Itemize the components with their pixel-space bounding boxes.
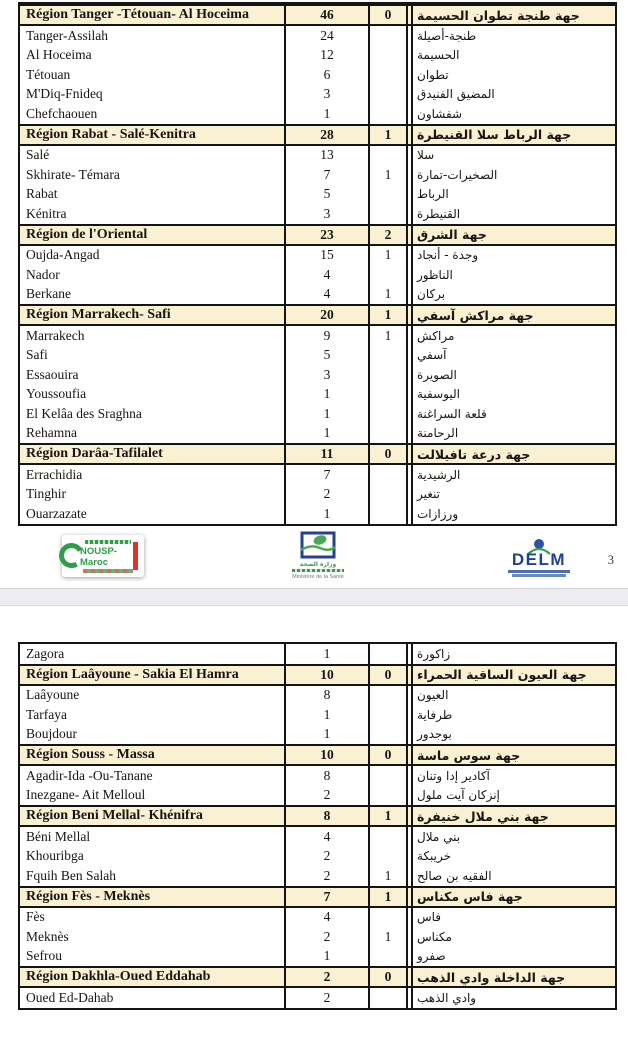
city-row bbox=[20, 705, 615, 725]
region-header-row bbox=[20, 966, 615, 988]
ar-name: جهة الرباط سلا القنيطرة bbox=[417, 127, 572, 142]
secondary-count bbox=[370, 204, 408, 224]
secondary-count bbox=[370, 504, 408, 524]
ar-name: تطوان bbox=[417, 67, 449, 82]
total-count: 23 bbox=[286, 226, 370, 244]
secondary-count bbox=[370, 725, 408, 745]
total-count: 11 bbox=[286, 445, 370, 463]
secondary-count: 1 bbox=[370, 888, 408, 906]
secondary-count bbox=[370, 365, 408, 385]
city-row bbox=[20, 326, 615, 346]
fr-name: Rabat bbox=[20, 185, 286, 205]
ar-name: جهة فاس مكناس bbox=[417, 889, 523, 904]
city-row bbox=[20, 104, 615, 124]
secondary-count: 1 bbox=[370, 165, 408, 185]
ar-name: جهة مراكش آسفي bbox=[417, 307, 534, 323]
ar-name: مراكش bbox=[417, 328, 455, 343]
city-row bbox=[20, 947, 615, 967]
ar-name: إنزكان آيت ملول bbox=[417, 788, 500, 803]
total-count: 8 bbox=[286, 766, 370, 786]
ar-name: فاس bbox=[417, 910, 442, 925]
fr-name: Région Beni Mellal- Khénifra bbox=[20, 807, 286, 825]
delm-wordmark: DELM bbox=[511, 549, 567, 569]
secondary-count: 0 bbox=[370, 968, 408, 986]
secondary-count bbox=[370, 827, 408, 847]
fr-name: Région Souss - Massa bbox=[20, 746, 286, 764]
ar-name: الرحامنة bbox=[417, 426, 459, 441]
city-row bbox=[20, 385, 615, 405]
city-row bbox=[20, 265, 615, 285]
fr-name: Tétouan bbox=[20, 65, 286, 85]
delm-caption-bar-2 bbox=[512, 574, 566, 577]
ar-name: جهة سوس ماسة bbox=[417, 747, 521, 763]
ar-name: الرباط bbox=[417, 187, 449, 202]
ar-name: طرفاية bbox=[417, 707, 453, 722]
city-row bbox=[20, 725, 615, 745]
delm-caption-bar-1 bbox=[508, 570, 570, 573]
ar-name: جهة طنجة تطوان الحسيمة bbox=[417, 7, 580, 23]
ar-name: آسفي bbox=[417, 348, 447, 363]
secondary-count bbox=[370, 947, 408, 967]
city-row bbox=[20, 686, 615, 706]
total-count: 20 bbox=[286, 306, 370, 324]
total-count: 1 bbox=[286, 385, 370, 405]
fr-name: Région de l'Oriental bbox=[20, 226, 286, 244]
fr-name: Région Rabat - Salé-Kenitra bbox=[20, 126, 286, 144]
secondary-count bbox=[370, 265, 408, 285]
secondary-count bbox=[370, 46, 408, 66]
total-count: 2 bbox=[286, 786, 370, 806]
nousp-microtext-bar-top bbox=[85, 540, 131, 544]
ar-name: جهة الشرق bbox=[417, 227, 487, 242]
fr-name: Inezgane- Ait Melloul bbox=[20, 786, 286, 806]
fr-name: Khouribga bbox=[20, 847, 286, 867]
city-row bbox=[20, 26, 615, 46]
fr-name: Skhirate- Témara bbox=[20, 165, 286, 185]
nousp-label: NOUSP-Maroc bbox=[80, 545, 117, 568]
secondary-count: 0 bbox=[370, 666, 408, 684]
ar-name: قلعة السراغنة bbox=[417, 406, 487, 421]
region-header-row bbox=[20, 224, 615, 246]
ar-name: زاكورة bbox=[417, 646, 451, 661]
city-row bbox=[20, 424, 615, 444]
region-header-row bbox=[20, 4, 615, 26]
delm-logo bbox=[505, 539, 573, 577]
ar-name: العيون bbox=[417, 688, 449, 703]
city-row bbox=[20, 465, 615, 485]
city-row bbox=[20, 786, 615, 806]
city-row bbox=[20, 85, 615, 105]
city-row bbox=[20, 866, 615, 886]
secondary-count bbox=[370, 385, 408, 405]
city-row bbox=[20, 146, 615, 166]
ar-name: وادي الذهب bbox=[417, 990, 477, 1005]
ar-name: القنيطرة bbox=[417, 206, 461, 221]
city-row bbox=[20, 246, 615, 266]
secondary-count bbox=[370, 644, 408, 664]
total-count: 2 bbox=[286, 927, 370, 947]
total-count: 2 bbox=[286, 866, 370, 886]
total-count: 2 bbox=[286, 485, 370, 505]
total-count: 1 bbox=[286, 947, 370, 967]
total-count: 13 bbox=[286, 146, 370, 166]
total-count: 15 bbox=[286, 246, 370, 266]
fr-name: Agadir-Ida -Ou-Tanane bbox=[20, 766, 286, 786]
secondary-count bbox=[370, 346, 408, 366]
regions-table-page2 bbox=[18, 642, 617, 1010]
fr-name: Chefchaouen bbox=[20, 104, 286, 124]
fr-name: Essaouira bbox=[20, 365, 286, 385]
region-header-row bbox=[20, 805, 615, 827]
total-count: 6 bbox=[286, 65, 370, 85]
region-header-row bbox=[20, 304, 615, 326]
city-row bbox=[20, 504, 615, 524]
region-header-row bbox=[20, 886, 615, 908]
secondary-count bbox=[370, 786, 408, 806]
total-count: 9 bbox=[286, 326, 370, 346]
city-row bbox=[20, 185, 615, 205]
secondary-count bbox=[370, 146, 408, 166]
total-count: 12 bbox=[286, 46, 370, 66]
pdf-page-1 bbox=[0, 2, 628, 588]
total-count: 7 bbox=[286, 465, 370, 485]
footer-logos bbox=[0, 531, 628, 589]
fr-name: Tinghir bbox=[20, 485, 286, 505]
city-row bbox=[20, 346, 615, 366]
secondary-count: 1 bbox=[370, 246, 408, 266]
secondary-count bbox=[370, 847, 408, 867]
ministry-title-arabic: وزارة الصحة bbox=[299, 560, 337, 568]
total-count: 28 bbox=[286, 126, 370, 144]
ar-name: تنغير bbox=[417, 487, 440, 502]
fr-name: Oujda-Angad bbox=[20, 246, 286, 266]
total-count: 1 bbox=[286, 705, 370, 725]
fr-name: Boujdour bbox=[20, 725, 286, 745]
total-count: 2 bbox=[286, 968, 370, 986]
ar-name: اليوسفية bbox=[417, 387, 460, 402]
ar-name: بوجدور bbox=[417, 727, 452, 742]
secondary-count bbox=[370, 85, 408, 105]
fr-name: Laâyoune bbox=[20, 686, 286, 706]
ar-name: شفشاون bbox=[417, 106, 463, 121]
city-row bbox=[20, 988, 615, 1008]
ar-name: الصويرة bbox=[417, 367, 457, 382]
nousp-logo bbox=[62, 535, 144, 577]
total-count: 7 bbox=[286, 888, 370, 906]
fr-name: Sefrou bbox=[20, 947, 286, 967]
ar-name: وجدة - أنجاد bbox=[417, 248, 479, 263]
total-count: 1 bbox=[286, 104, 370, 124]
pdf-page-2 bbox=[0, 642, 628, 1060]
secondary-count: 0 bbox=[370, 445, 408, 463]
total-count: 1 bbox=[286, 504, 370, 524]
total-count: 10 bbox=[286, 666, 370, 684]
city-row bbox=[20, 485, 615, 505]
fr-name: Safi bbox=[20, 346, 286, 366]
secondary-count bbox=[370, 705, 408, 725]
fr-name: Salé bbox=[20, 146, 286, 166]
fr-name: Oued Ed-Dahab bbox=[20, 988, 286, 1008]
ar-name: جهة بني ملال خنيفرة bbox=[417, 808, 549, 824]
fr-name: Rehamna bbox=[20, 424, 286, 444]
ministry-emblem-icon bbox=[300, 531, 336, 559]
ministry-of-health-logo bbox=[281, 531, 355, 580]
fr-name: Al Hoceima bbox=[20, 46, 286, 66]
secondary-count bbox=[370, 65, 408, 85]
ar-name: طنجة-أصيلة bbox=[417, 28, 477, 43]
fr-name: Nador bbox=[20, 265, 286, 285]
city-row bbox=[20, 165, 615, 185]
ar-name: الحسيمة bbox=[417, 48, 460, 63]
total-count: 4 bbox=[286, 908, 370, 928]
region-header-row bbox=[20, 664, 615, 686]
secondary-count: 1 bbox=[370, 807, 408, 825]
city-row bbox=[20, 404, 615, 424]
fr-name: Fquih Ben Salah bbox=[20, 866, 286, 886]
total-count: 4 bbox=[286, 265, 370, 285]
fr-name: Meknès bbox=[20, 927, 286, 947]
fr-name: Région Fès - Meknès bbox=[20, 888, 286, 906]
ministry-title-french: Ministère de la Santé bbox=[292, 573, 344, 580]
fr-name: Fès bbox=[20, 908, 286, 928]
city-row bbox=[20, 827, 615, 847]
fr-name: M'Diq-Fnideq bbox=[20, 85, 286, 105]
total-count: 3 bbox=[286, 365, 370, 385]
total-count: 4 bbox=[286, 285, 370, 305]
ar-name: سلا bbox=[417, 148, 435, 163]
city-row bbox=[20, 46, 615, 66]
region-header-row bbox=[20, 443, 615, 465]
ar-name: آكادير إدا وتنان bbox=[417, 768, 490, 783]
total-count: 7 bbox=[286, 165, 370, 185]
fr-name: Région Tanger -Tétouan- Al Hoceima bbox=[20, 6, 286, 24]
total-count: 2 bbox=[286, 988, 370, 1008]
fr-name: Ouarzazate bbox=[20, 504, 286, 524]
total-count: 24 bbox=[286, 26, 370, 46]
ar-name: مكناس bbox=[417, 929, 452, 944]
fr-name: Berkane bbox=[20, 285, 286, 305]
total-count: 2 bbox=[286, 847, 370, 867]
total-count: 3 bbox=[286, 204, 370, 224]
secondary-count bbox=[370, 988, 408, 1008]
secondary-count bbox=[370, 686, 408, 706]
secondary-count bbox=[370, 185, 408, 205]
secondary-count: 1 bbox=[370, 866, 408, 886]
city-row bbox=[20, 365, 615, 385]
fr-name: Zagora bbox=[20, 644, 286, 664]
total-count: 1 bbox=[286, 424, 370, 444]
total-count: 8 bbox=[286, 807, 370, 825]
secondary-count bbox=[370, 908, 408, 928]
secondary-count: 2 bbox=[370, 226, 408, 244]
regions-table-page1 bbox=[18, 2, 617, 526]
ar-name: المضيق الفنيدق bbox=[417, 87, 495, 102]
secondary-count: 0 bbox=[370, 746, 408, 764]
secondary-count bbox=[370, 104, 408, 124]
fr-name: Tarfaya bbox=[20, 705, 286, 725]
ar-name: جهة الداخلة وادي الذهب bbox=[417, 969, 566, 985]
fr-name: Région Darâa-Tafilalet bbox=[20, 445, 286, 463]
secondary-count bbox=[370, 485, 408, 505]
city-row bbox=[20, 65, 615, 85]
region-header-row bbox=[20, 124, 615, 146]
ar-name: الصخيرات-تمارة bbox=[417, 167, 498, 182]
fr-name: Youssoufia bbox=[20, 385, 286, 405]
total-count: 46 bbox=[286, 6, 370, 24]
total-count: 3 bbox=[286, 85, 370, 105]
fr-name: Région Dakhla-Oued Eddahab bbox=[20, 968, 286, 986]
fr-name: Béni Mellal bbox=[20, 827, 286, 847]
ar-name: الناظور bbox=[417, 267, 453, 282]
ar-name: بركان bbox=[417, 287, 446, 302]
total-count: 8 bbox=[286, 686, 370, 706]
ar-name: بني ملال bbox=[417, 829, 461, 844]
total-count: 5 bbox=[286, 346, 370, 366]
region-header-row bbox=[20, 744, 615, 766]
secondary-count: 1 bbox=[370, 285, 408, 305]
total-count: 1 bbox=[286, 644, 370, 664]
secondary-count bbox=[370, 766, 408, 786]
ministry-microtext-bar bbox=[292, 569, 344, 572]
total-count: 1 bbox=[286, 404, 370, 424]
total-count: 5 bbox=[286, 185, 370, 205]
secondary-count: 1 bbox=[370, 326, 408, 346]
fr-name: Marrakech bbox=[20, 326, 286, 346]
city-row bbox=[20, 644, 615, 664]
secondary-count bbox=[370, 404, 408, 424]
city-row bbox=[20, 908, 615, 928]
city-row bbox=[20, 285, 615, 305]
ar-name: جهة درعة تافيلالت bbox=[417, 446, 531, 462]
fr-name: Région Laâyoune - Sakia El Hamra bbox=[20, 666, 286, 684]
fr-name: Errachidia bbox=[20, 465, 286, 485]
secondary-count bbox=[370, 465, 408, 485]
city-row bbox=[20, 847, 615, 867]
secondary-count: 1 bbox=[370, 126, 408, 144]
secondary-count bbox=[370, 26, 408, 46]
ar-name: الفقيه بن صالح bbox=[417, 868, 492, 883]
ar-name: الرشيدية bbox=[417, 467, 461, 482]
ar-name: صفرو bbox=[417, 949, 446, 964]
secondary-count bbox=[370, 424, 408, 444]
fr-name: Tanger-Assilah bbox=[20, 26, 286, 46]
secondary-count: 1 bbox=[370, 927, 408, 947]
nousp-microtext-bar-bottom bbox=[83, 569, 133, 573]
fr-name: El Kelâa des Sraghna bbox=[20, 404, 286, 424]
total-count: 1 bbox=[286, 725, 370, 745]
secondary-count: 1 bbox=[370, 306, 408, 324]
total-count: 4 bbox=[286, 827, 370, 847]
city-row bbox=[20, 927, 615, 947]
ar-name: خريبكة bbox=[417, 849, 452, 864]
city-row bbox=[20, 766, 615, 786]
nousp-red-bar bbox=[133, 542, 138, 570]
secondary-count: 0 bbox=[370, 6, 408, 24]
ar-name: جهة العيون الساقية الحمراء bbox=[417, 667, 587, 682]
page-number: 3 bbox=[607, 552, 614, 567]
fr-name: Région Marrakech- Safi bbox=[20, 306, 286, 324]
page-gap-separator bbox=[0, 588, 628, 606]
ar-name: ورزازات bbox=[417, 506, 459, 521]
total-count: 10 bbox=[286, 746, 370, 764]
fr-name: Kénitra bbox=[20, 204, 286, 224]
city-row bbox=[20, 204, 615, 224]
